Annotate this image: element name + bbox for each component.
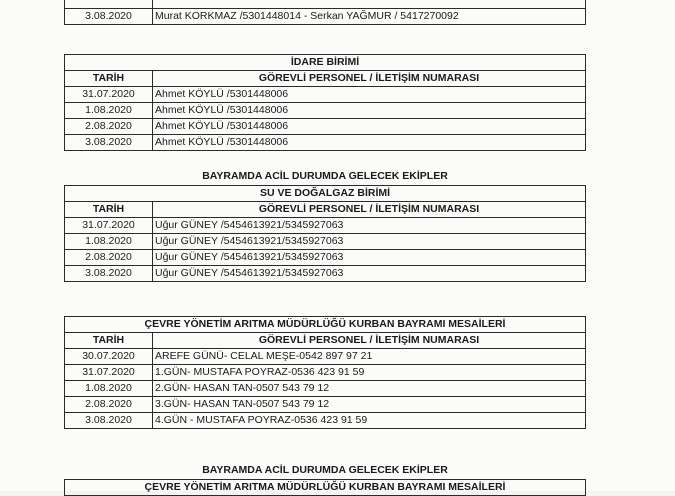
date-cell: 2.08.2020 xyxy=(65,250,153,266)
section-heading: BAYRAMDA ACİL DURUMDA GELECEK EKİPLER xyxy=(202,464,448,476)
personnel-cell: Uğur GÜNEY /5454613921/5345927063 xyxy=(153,250,586,266)
personnel-cell: Ahmet KÖYLÜ /5301448006 xyxy=(153,103,586,119)
column-header-date: TARİH xyxy=(65,71,153,87)
table-row xyxy=(65,103,586,119)
table-row xyxy=(65,135,586,151)
table-title: ÇEVRE YÖNETİM ARITMA MÜDÜRLÜĞÜ KURBAN BAYRAMI MESAİLERİ xyxy=(65,317,586,333)
table-row xyxy=(65,381,586,397)
table-row xyxy=(65,218,586,234)
table-row xyxy=(65,365,586,381)
personnel-cell: 3.GÜN- HASAN TAN-0507 543 79 12 xyxy=(153,397,586,413)
personnel-cell: Ahmet KÖYLÜ /5301448006 xyxy=(153,135,586,151)
table-row xyxy=(65,266,586,282)
table-title: ÇEVRE YÖNETİM ARITMA MÜDÜRLÜĞÜ KURBAN BAYRAMI MESAİLERİ xyxy=(65,480,586,496)
date-cell: 31.07.2020 xyxy=(65,87,153,103)
next-schedule-table xyxy=(64,479,586,496)
table-row xyxy=(65,250,586,266)
column-header-personnel: GÖREVLİ PERSONEL / İLETİŞİM NUMARASI xyxy=(153,71,586,87)
previous-schedule-table xyxy=(64,0,586,25)
table-row xyxy=(65,413,586,429)
table-row xyxy=(65,0,586,9)
personnel-cell: Uğur GÜNEY /5454613921/5345927063 xyxy=(153,234,586,250)
personnel-cell: Uğur GÜNEY /5454613921/5345927063 xyxy=(153,266,586,282)
date-cell: 1.08.2020 xyxy=(65,234,153,250)
table-row xyxy=(65,9,586,25)
date-cell: 3.08.2020 xyxy=(65,9,153,25)
date-cell xyxy=(65,0,153,9)
cevre-yonetim-table xyxy=(64,316,586,429)
table-row xyxy=(65,349,586,365)
personnel-cell: 2.GÜN- HASAN TAN-0507 543 79 12 xyxy=(153,381,586,397)
personnel-cell: 1.GÜN- MUSTAFA POYRAZ-0536 423 91 59 xyxy=(153,365,586,381)
su-dogalgaz-table xyxy=(64,185,586,282)
column-header-date: TARİH xyxy=(65,202,153,218)
date-cell: 1.08.2020 xyxy=(65,381,153,397)
date-cell: 31.07.2020 xyxy=(65,365,153,381)
table-title: SU VE DOĞALGAZ BİRİMİ xyxy=(65,186,586,202)
date-cell: 31.07.2020 xyxy=(65,218,153,234)
column-header-personnel: GÖREVLİ PERSONEL / İLETİŞİM NUMARASI xyxy=(153,333,586,349)
personnel-cell: AREFE GÜNÜ- CELAL MEŞE-0542 897 97 21 xyxy=(153,349,586,365)
idare-table xyxy=(64,54,586,151)
date-cell: 3.08.2020 xyxy=(65,266,153,282)
personnel-cell: Uğur GÜNEY /5454613921/5345927063 xyxy=(153,218,586,234)
table-row xyxy=(65,119,586,135)
column-header-personnel: GÖREVLİ PERSONEL / İLETİŞİM NUMARASI xyxy=(153,202,586,218)
section-heading: BAYRAMDA ACİL DURUMDA GELECEK EKİPLER xyxy=(202,170,448,182)
personnel-cell: Ahmet KÖYLÜ /5301448006 xyxy=(153,119,586,135)
personnel-cell: Murat KORKMAZ /5301448014 - Serkan YAĞMUR / 5417270092 xyxy=(153,9,586,25)
table-row xyxy=(65,397,586,413)
column-header-date: TARİH xyxy=(65,333,153,349)
personnel-cell: Ahmet KÖYLÜ /5301448006 xyxy=(153,87,586,103)
table-title: İDARE BİRİMİ xyxy=(65,55,586,71)
table-row xyxy=(65,234,586,250)
date-cell: 2.08.2020 xyxy=(65,397,153,413)
date-cell: 30.07.2020 xyxy=(65,349,153,365)
personnel-cell: 4.GÜN - MUSTAFA POYRAZ-0536 423 91 59 xyxy=(153,413,586,429)
date-cell: 1.08.2020 xyxy=(65,103,153,119)
date-cell: 3.08.2020 xyxy=(65,413,153,429)
date-cell: 3.08.2020 xyxy=(65,135,153,151)
table-row xyxy=(65,87,586,103)
date-cell: 2.08.2020 xyxy=(65,119,153,135)
personnel-cell xyxy=(153,0,586,9)
